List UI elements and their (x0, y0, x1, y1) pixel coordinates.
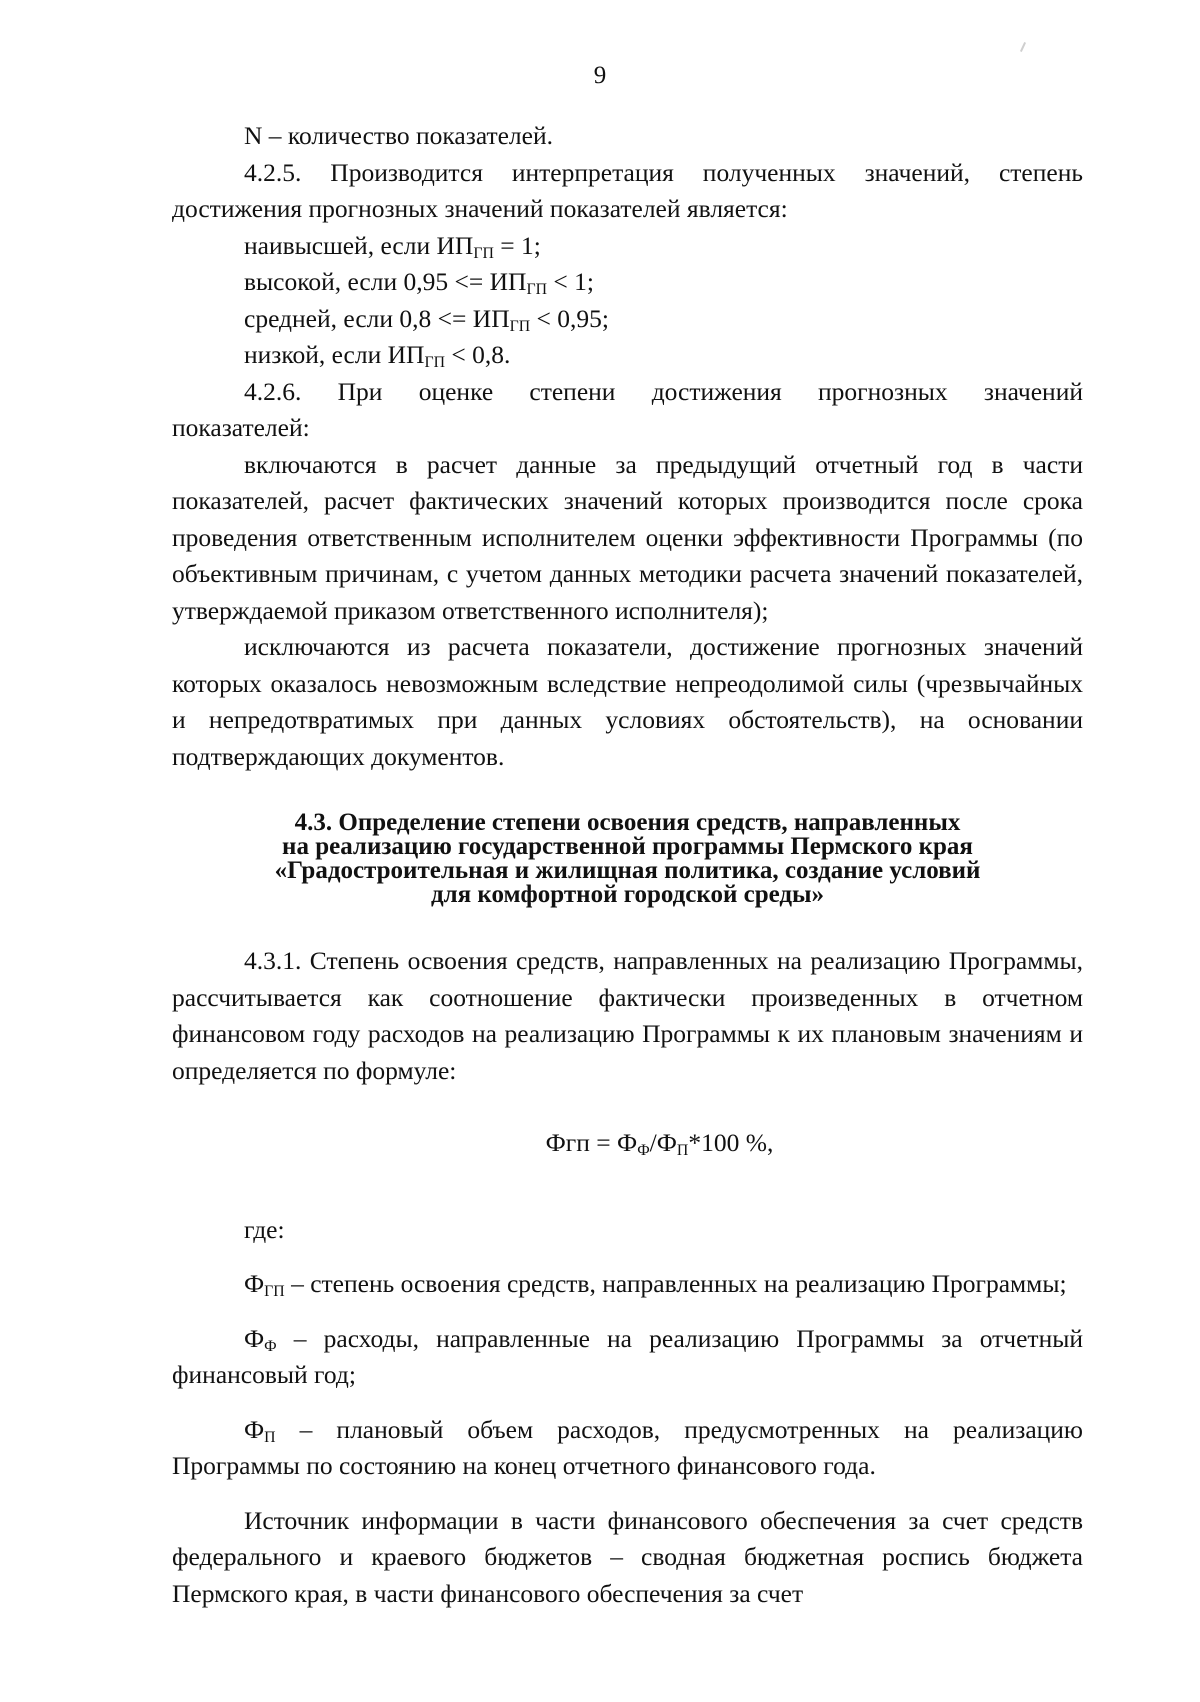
para-4-2-5-line1: 4.2.5. Производится интерпретация полученных значений, степень (244, 157, 1083, 187)
para-4-2-6-line1: 4.2.6. При оценке степени достижения прогнозных значений (244, 376, 1083, 406)
heading-line-1: 4.3. Определение степени освоения средств, направленных (294, 809, 961, 836)
formula: Фгп = $Ф_Ф/Ф_П*100$ %, (545, 1128, 774, 1159)
para-4-2-5-line2: достижения прогнозных значений показателей является: (172, 194, 788, 223)
para-included: включаются в расчет данные за предыдущий отчетный год в части показателей, расчет фактических значений которых производится после срока проведения ответственным исполнителем оценки эффективности Программы (по объективным причинам, с учетом данных методики расчета значений показателей, утверждаемой приказом ответственного исполнителя); (172, 449, 1083, 625)
where-label: где: (244, 1214, 285, 1244)
heading-line-4: для комфортной городской среды» (430, 881, 825, 908)
heading-line-2: на реализацию государственной программы Пермского края (282, 833, 973, 860)
para-4-2-6-line2: показателей: (172, 413, 310, 442)
definition-fgp: $Ф_{ГП}$ – степень освоения средств, направленных на реализацию Программы; (244, 1269, 1067, 1300)
scan-mark (1020, 42, 1026, 52)
level-high: высокой, если $0,95 <= ИП_{ГП} < 1$; (244, 267, 594, 298)
para-excluded: исключаются из расчета показатели, достижение прогнозных значений которых оказалось невозможным вследствие непреодолимой силы (чрезвычайных и непредотвратимых при данных условиях обстоятельств), на основании подтверждающих документов. (172, 632, 1083, 771)
para-4-3-1: 4.3.1. Степень освоения средств, направленных на реализацию Программы, рассчитывается как соотношение фактически произведенных в отчетном финансовом году расходов на реализацию Программы к их плановым значениям и определяется по формуле: (172, 946, 1083, 1085)
para-source: Источник информации в части финансового обеспечения за счет средств федерального и краевого бюджетов – сводная бюджетная роспись бюджета Пермского края, в части финансового обеспечения за счет (172, 1505, 1083, 1608)
level-medium: средней, если $0,8 <= ИП_{ГП} < 0,95$; (244, 303, 610, 335)
heading-line-3: «Градостроительная и жилищная политика, создание условий (274, 857, 981, 884)
page-number: 9 (593, 62, 607, 89)
page-content (172, 118, 1083, 1612)
n-definition: N – количество показателей. (244, 121, 554, 150)
section-heading-4-3 (172, 811, 1083, 907)
definition-fp: $Ф_П$ – плановый объем расходов, предусмотренных на реализацию Программы по состоянию на конец отчетного финансового года. (172, 1414, 1083, 1480)
definition-ff: $Ф_Ф$ – расходы, направленные на реализацию Программы за отчетный финансовый год; (172, 1323, 1083, 1389)
level-highest: наивысшей, если $ИП_{ГП} = 1$; (244, 230, 541, 262)
level-low: низкой, если $ИП_{ГП} < 0,8$. (244, 340, 511, 371)
